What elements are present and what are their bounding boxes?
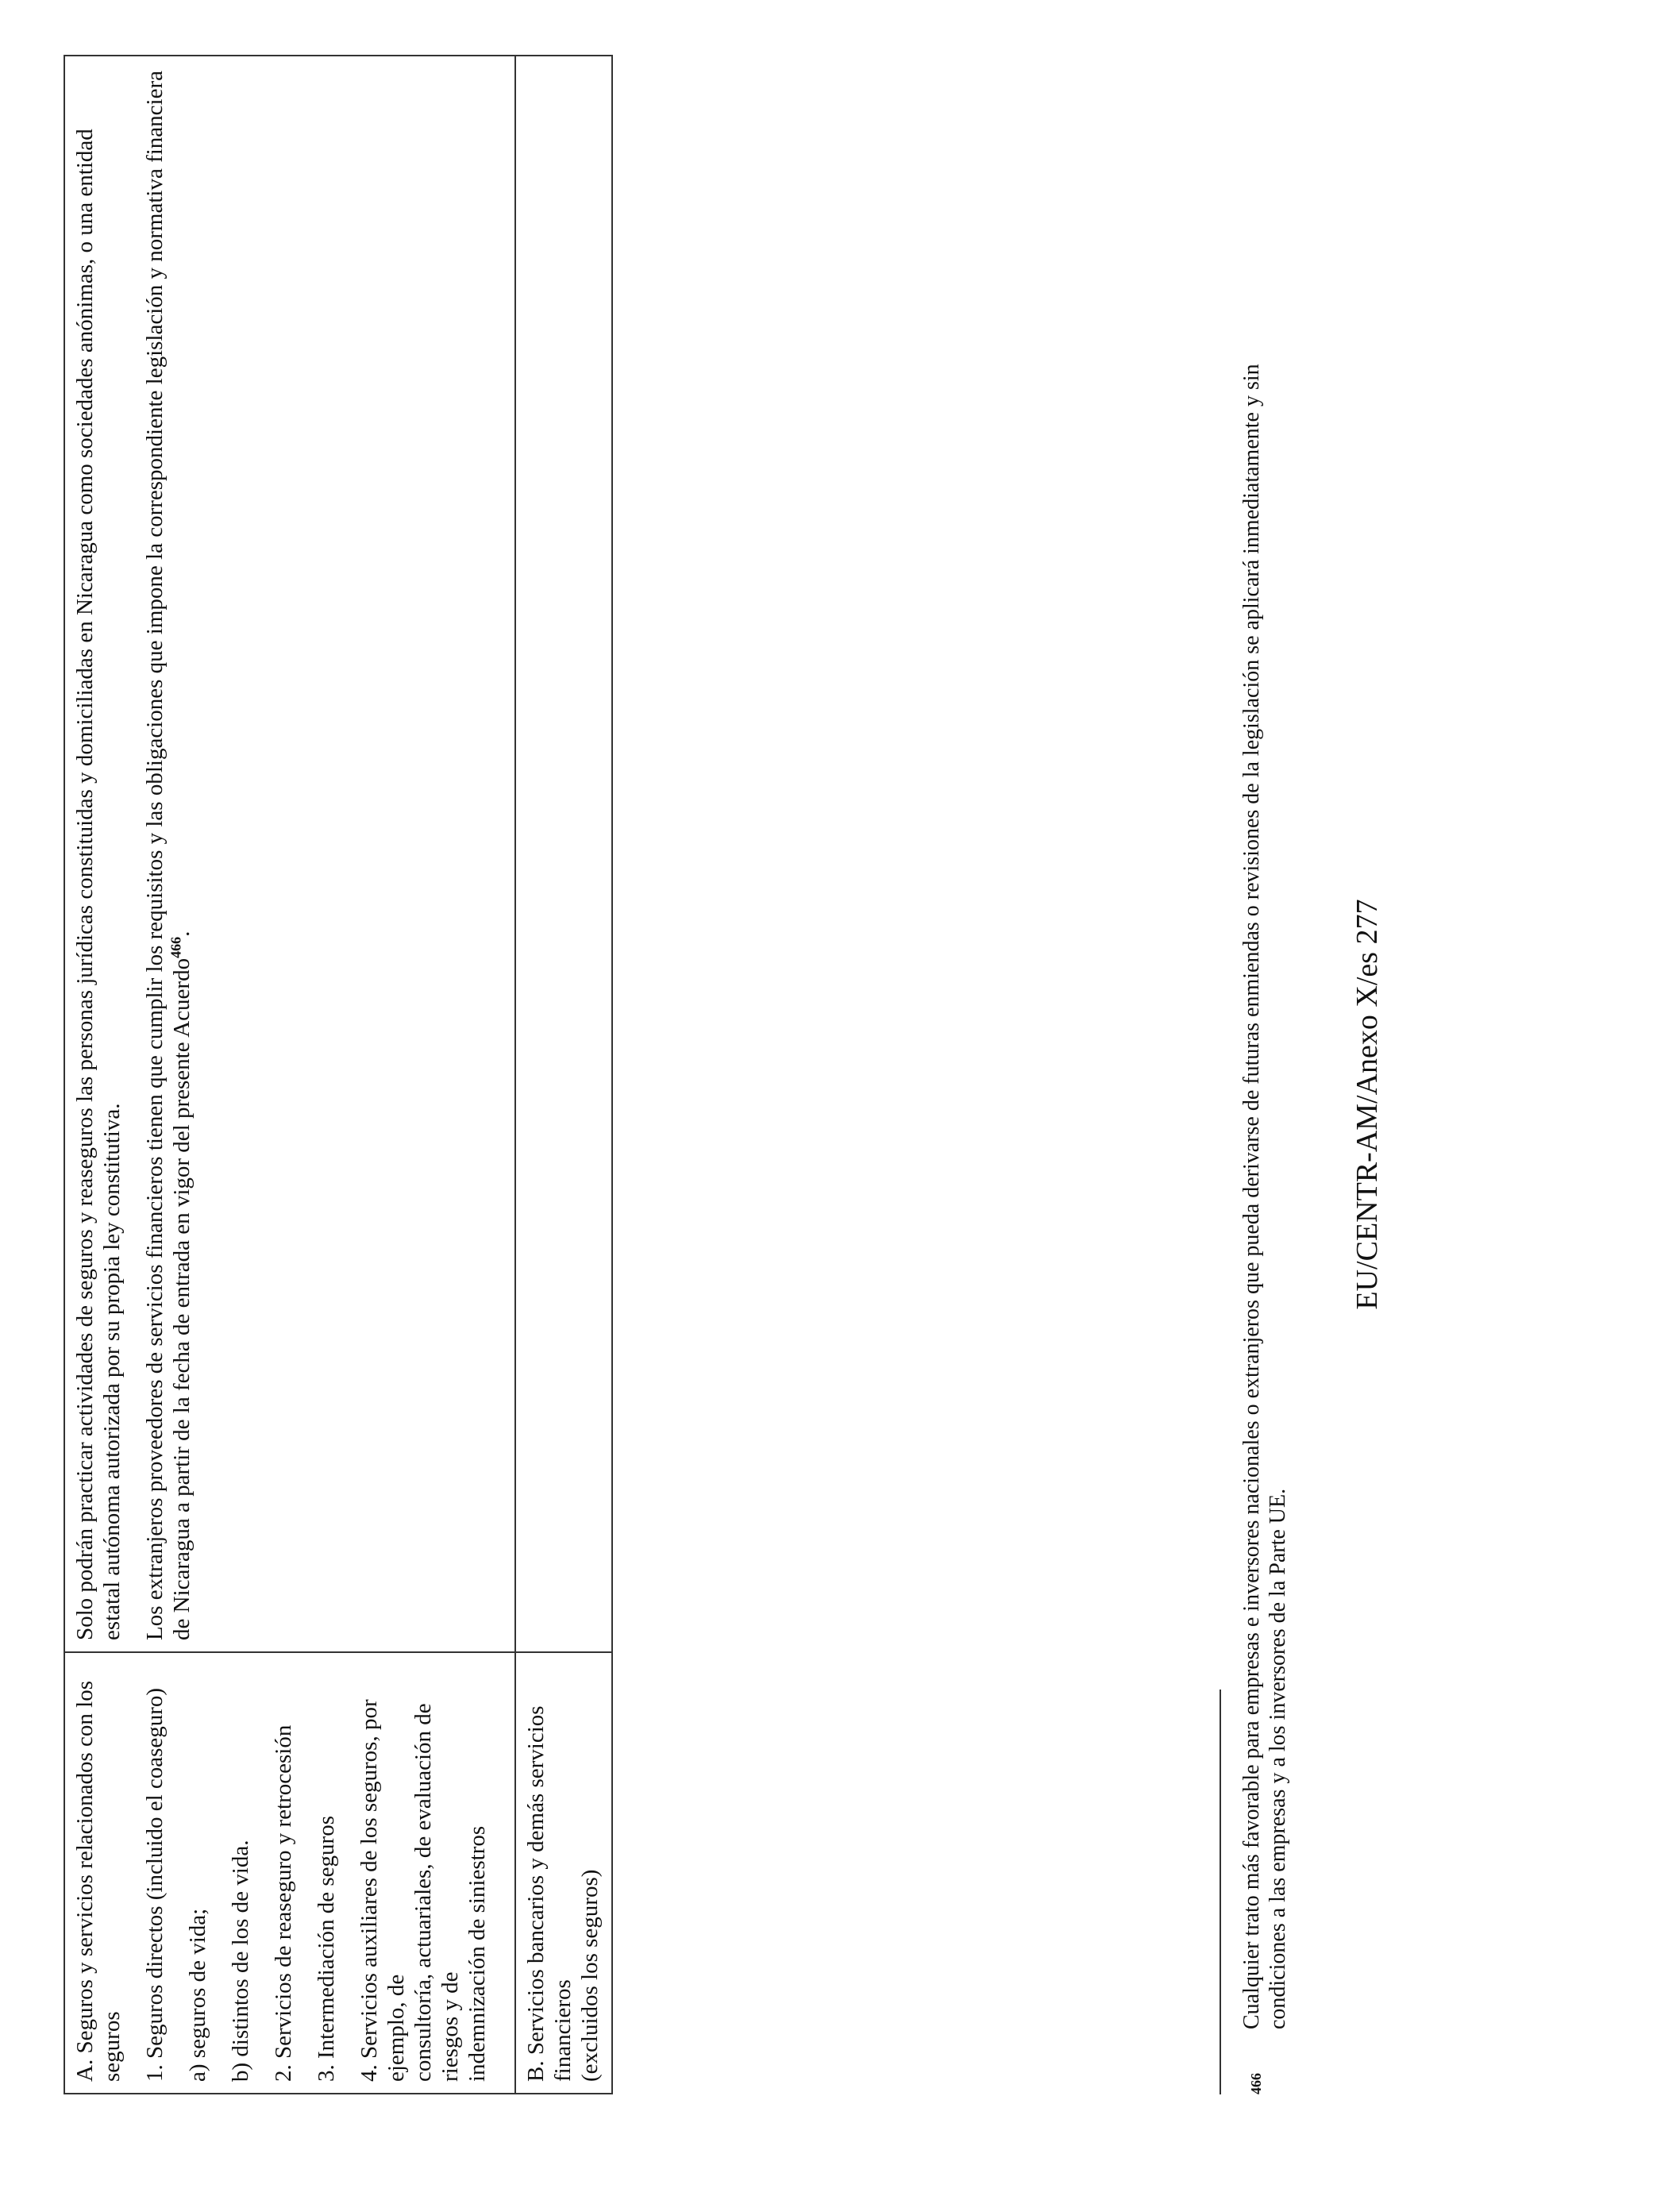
footnote-text: Cualquier trato más favorable para empresas e inversores nacionales o extranjeros que pueda derivarse de futuras enmiendas o revisiones de la legislación se aplicará inmediatamente y sin condiciones a las empresas y a los inversores de la Parte UE. [1239,364,1290,2029]
page-reference: EU/CENTR-AM/Anexo X/es 277 [1351,899,1384,1310]
sector-line: b) distintos de los de vida. [228,1840,253,2082]
sector-line: 2. Servicios de reaseguro y retrocesión [271,1724,296,2082]
table-row [64,56,515,2094]
description-paragraph [141,64,195,1640]
sector-line: 4. Servicios auxiliares de los seguros, por ejemplo, de [356,1699,409,2082]
paragraph-end: . [169,931,195,937]
description-cell [64,56,515,1652]
sector-cell [64,1652,515,2094]
sector-line: indemnización de siniestros [464,1825,490,2082]
sector-line: 1. Seguros directos (incluido el coaseguro) [142,1687,168,2082]
sector-line: B. Servicios bancarios y demás servicios financieros [523,1705,576,2082]
sector-line: A. Seguros y servicios relacionados con los seguros [72,1681,125,2082]
table-row [515,56,612,2094]
sector-line: 3. Intermediación de seguros [314,1815,339,2082]
footnote-number: 466 [1248,2073,1264,2094]
paragraph-text: Los extranjeros proveedores de servicios financieros tienen que cumplir los requisitos y las obligaciones que impone la correspondiente legislación y normativa financiera de Nicaragua a partir de la fecha de entrada en vigor del presente Acuerdo [142,70,195,1640]
sector-cell [515,1652,612,2094]
footnote-reference: 466 [168,936,184,958]
schedule-table [64,55,613,2094]
footnote [1239,268,1291,2094]
sector-line: (excluidos los seguros) [577,1869,603,2082]
sector-line: consultoría, actuariales, de evaluación de riesgos y de [410,1703,463,2082]
footnote-divider [1220,1690,1221,2094]
description-cell [515,56,612,1652]
sector-line: a) seguros de vida; [185,1908,210,2082]
description-paragraph: Solo podrán practicar actividades de seguros y reaseguros las personas jurídicas constituidas y domiciliadas en Nicaragua como sociedades anónimas, o una entidad estatal autónoma autorizada por su propia ley constitutiva. [72,129,125,1640]
